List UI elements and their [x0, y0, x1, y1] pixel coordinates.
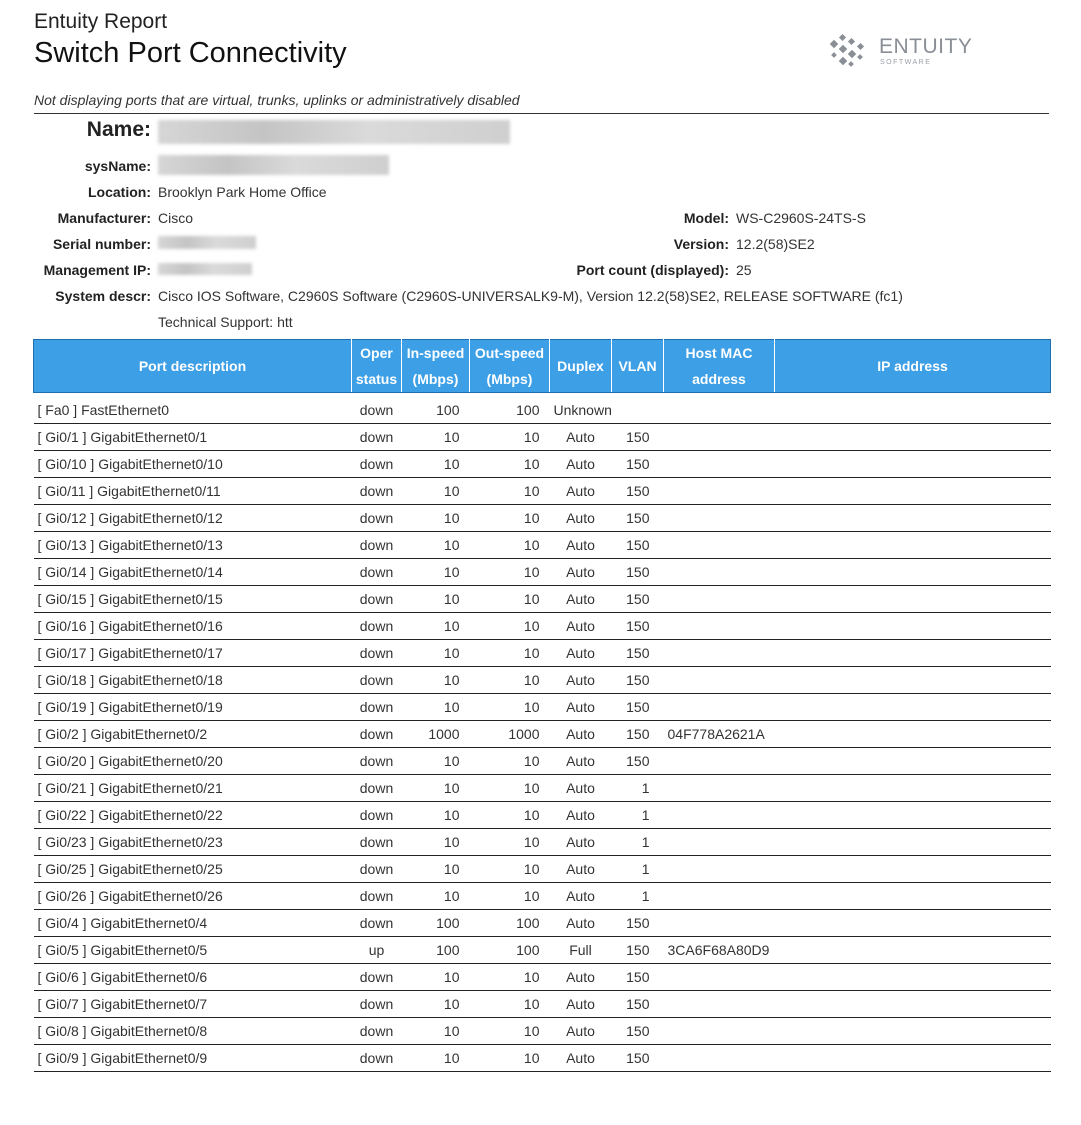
out-speed-cell: 10: [470, 532, 550, 559]
version-label: Version:: [673, 236, 729, 252]
col-header-text: Duplex: [557, 358, 604, 374]
vlan-cell: 1: [612, 802, 664, 829]
logo-subtext: SOFTWARE: [880, 59, 932, 66]
in-speed-cell: 10: [402, 613, 470, 640]
oper-status-cell: down: [352, 586, 402, 613]
manufacturer-label: Manufacturer:: [57, 210, 151, 226]
table-row: [34, 829, 1051, 856]
out-speed-cell: 10: [470, 478, 550, 505]
sysname-label: sysName:: [84, 158, 151, 174]
oper-status-cell: down: [352, 1018, 402, 1045]
oper-status-cell: down: [352, 748, 402, 775]
in-speed-cell: 10: [402, 532, 470, 559]
oper-status-cell: up: [352, 937, 402, 964]
system-descr-label: System descr:: [55, 288, 151, 304]
duplex-cell: Auto: [550, 667, 612, 694]
vlan-cell: 1: [612, 883, 664, 910]
vlan-cell: 150: [612, 1018, 664, 1045]
col-header-in-speed: [402, 340, 470, 393]
oper-status-cell: down: [352, 721, 402, 748]
oper-status-cell: down: [352, 667, 402, 694]
in-speed-cell: 10: [402, 991, 470, 1018]
col-header-text: Oper: [360, 345, 393, 361]
duplex-cell: Auto: [550, 964, 612, 991]
host-mac-cell: [664, 667, 775, 694]
host-mac-cell: [664, 559, 775, 586]
col-header-text: (Mbps): [486, 371, 533, 387]
table-row: [34, 802, 1051, 829]
port-description-cell: [ Gi0/22 ] GigabitEthernet0/22: [34, 802, 352, 829]
vlan-cell: 150: [612, 451, 664, 478]
in-speed-cell: 10: [402, 559, 470, 586]
host-mac-cell: [664, 532, 775, 559]
serial-number-label: Serial number:: [52, 236, 151, 252]
table-row: [34, 559, 1051, 586]
vlan-cell: 150: [612, 505, 664, 532]
col-header-text: status: [355, 371, 398, 387]
oper-status-cell: down: [352, 532, 402, 559]
table-row: [34, 694, 1051, 721]
duplex-cell: Auto: [550, 559, 612, 586]
report-label: Entuity Report: [34, 10, 168, 33]
table-header-row: [34, 340, 1051, 393]
vlan-cell: 1: [612, 829, 664, 856]
port-description-cell: [ Gi0/17 ] GigabitEthernet0/17: [34, 640, 352, 667]
table-row: [34, 964, 1051, 991]
port-description-cell: [ Gi0/5 ] GigabitEthernet0/5: [34, 937, 352, 964]
col-header-ip-address: [775, 340, 1051, 393]
system-descr-line1: Cisco IOS Software, C2960S Software (C2960S-UNIVERSALK9-M), Version 12.2(58)SE2, RELEASE SOFTWARE (fc1): [158, 288, 903, 304]
port-description-cell: [ Gi0/11 ] GigabitEthernet0/11: [34, 478, 352, 505]
in-speed-cell: 10: [402, 478, 470, 505]
port-description-cell: [ Gi0/23 ] GigabitEthernet0/23: [34, 829, 352, 856]
table-row: [34, 613, 1051, 640]
table-row: [34, 883, 1051, 910]
serial-number-redacted: [158, 236, 256, 249]
port-description-cell: [ Gi0/25 ] GigabitEthernet0/25: [34, 856, 352, 883]
port-description-cell: [ Gi0/21 ] GigabitEthernet0/21: [34, 775, 352, 802]
host-mac-cell: [664, 478, 775, 505]
out-speed-cell: 10: [470, 991, 550, 1018]
ip-address-cell: [775, 1018, 1051, 1045]
oper-status-cell: down: [352, 393, 402, 424]
in-speed-cell: 10: [402, 694, 470, 721]
in-speed-cell: 10: [402, 883, 470, 910]
table-row: [34, 393, 1051, 424]
col-header-text: In-speed: [406, 345, 465, 361]
in-speed-cell: 100: [402, 393, 470, 424]
table-row: [34, 748, 1051, 775]
oper-status-cell: down: [352, 424, 402, 451]
version-value: 12.2(58)SE2: [736, 236, 815, 252]
divider: [34, 113, 1049, 114]
port-description-cell: [ Gi0/4 ] GigabitEthernet0/4: [34, 910, 352, 937]
ip-address-cell: [775, 802, 1051, 829]
ip-address-cell: [775, 451, 1051, 478]
out-speed-cell: 10: [470, 505, 550, 532]
table-row: [34, 775, 1051, 802]
host-mac-cell: [664, 393, 775, 424]
in-speed-cell: 10: [402, 829, 470, 856]
in-speed-cell: 10: [402, 640, 470, 667]
out-speed-cell: 10: [470, 559, 550, 586]
table-row: [34, 424, 1051, 451]
col-header-host-mac: [664, 340, 775, 393]
sysname-value-redacted: [158, 155, 389, 175]
ip-address-cell: [775, 1045, 1051, 1072]
vlan-cell: 150: [612, 937, 664, 964]
duplex-cell: Auto: [550, 424, 612, 451]
ip-address-cell: [775, 856, 1051, 883]
host-mac-cell: [664, 451, 775, 478]
vlan-cell: 150: [612, 478, 664, 505]
oper-status-cell: down: [352, 559, 402, 586]
host-mac-cell: [664, 505, 775, 532]
ip-address-cell: [775, 775, 1051, 802]
out-speed-cell: 10: [470, 775, 550, 802]
port-description-cell: [ Gi0/26 ] GigabitEthernet0/26: [34, 883, 352, 910]
duplex-cell: Auto: [550, 910, 612, 937]
vlan-cell: 150: [612, 721, 664, 748]
duplex-cell: Auto: [550, 478, 612, 505]
oper-status-cell: down: [352, 910, 402, 937]
oper-status-cell: down: [352, 991, 402, 1018]
table-row: [34, 721, 1051, 748]
out-speed-cell: 10: [470, 424, 550, 451]
model-value: WS-C2960S-24TS-S: [736, 210, 866, 226]
ip-address-cell: [775, 586, 1051, 613]
management-ip-label: Management IP:: [43, 262, 151, 278]
host-mac-cell: [664, 910, 775, 937]
in-speed-cell: 10: [402, 856, 470, 883]
col-header-text: address: [692, 371, 746, 387]
oper-status-cell: down: [352, 1045, 402, 1072]
oper-status-cell: down: [352, 640, 402, 667]
table-row: [34, 532, 1051, 559]
out-speed-cell: 10: [470, 1018, 550, 1045]
table-row: [34, 1045, 1051, 1072]
out-speed-cell: 10: [470, 694, 550, 721]
col-header-out-speed: [470, 340, 550, 393]
duplex-cell: Auto: [550, 883, 612, 910]
in-speed-cell: 10: [402, 505, 470, 532]
oper-status-cell: down: [352, 964, 402, 991]
host-mac-cell: [664, 613, 775, 640]
in-speed-cell: 10: [402, 1018, 470, 1045]
table-row: [34, 991, 1051, 1018]
duplex-cell: Auto: [550, 694, 612, 721]
oper-status-cell: down: [352, 694, 402, 721]
table-row: [34, 640, 1051, 667]
ip-address-cell: [775, 910, 1051, 937]
location-label: Location:: [88, 184, 151, 200]
host-mac-cell: [664, 640, 775, 667]
port-description-cell: [ Gi0/14 ] GigabitEthernet0/14: [34, 559, 352, 586]
out-speed-cell: 10: [470, 667, 550, 694]
host-mac-cell: [664, 1045, 775, 1072]
in-speed-cell: 100: [402, 910, 470, 937]
name-label: Name:: [86, 118, 151, 141]
port-description-cell: [ Gi0/18 ] GigabitEthernet0/18: [34, 667, 352, 694]
table-row: [34, 451, 1051, 478]
col-header-vlan: [612, 340, 664, 393]
management-ip-redacted: [158, 263, 252, 275]
ip-address-cell: [775, 694, 1051, 721]
col-header-duplex: [550, 340, 612, 393]
port-description-cell: [ Gi0/1 ] GigabitEthernet0/1: [34, 424, 352, 451]
ip-address-cell: [775, 964, 1051, 991]
ip-address-cell: [775, 478, 1051, 505]
out-speed-cell: 10: [470, 856, 550, 883]
model-label: Model:: [683, 210, 729, 226]
table-row: [34, 478, 1051, 505]
vlan-cell: 150: [612, 667, 664, 694]
host-mac-cell: 3CA6F68A80D9: [664, 937, 775, 964]
port-description-cell: [ Gi0/20 ] GigabitEthernet0/20: [34, 748, 352, 775]
host-mac-cell: [664, 1018, 775, 1045]
oper-status-cell: down: [352, 613, 402, 640]
entuity-logo-mark-icon: [829, 33, 873, 73]
logo-text: ENTUITY: [879, 35, 973, 58]
out-speed-cell: 1000: [470, 721, 550, 748]
vlan-cell: 150: [612, 640, 664, 667]
ip-address-cell: [775, 640, 1051, 667]
duplex-cell: Auto: [550, 748, 612, 775]
duplex-cell: Auto: [550, 532, 612, 559]
duplex-cell: Auto: [550, 451, 612, 478]
system-descr-line2: Technical Support: htt: [158, 314, 293, 330]
ip-address-cell: [775, 424, 1051, 451]
col-header-oper-status: [352, 340, 402, 393]
entuity-logo: [829, 33, 979, 73]
port-count-label: Port count (displayed):: [576, 262, 729, 278]
duplex-cell: Auto: [550, 640, 612, 667]
ip-address-cell: [775, 559, 1051, 586]
oper-status-cell: down: [352, 775, 402, 802]
duplex-cell: Auto: [550, 775, 612, 802]
col-header-text: Out-speed: [474, 345, 545, 361]
table-row: [34, 910, 1051, 937]
out-speed-cell: 100: [470, 937, 550, 964]
duplex-cell: Auto: [550, 1018, 612, 1045]
table-row: [34, 937, 1051, 964]
duplex-cell: Auto: [550, 505, 612, 532]
col-header-text: VLAN: [618, 358, 657, 374]
vlan-cell: 1: [612, 856, 664, 883]
duplex-cell: Auto: [550, 586, 612, 613]
duplex-cell: Auto: [550, 991, 612, 1018]
vlan-cell: 150: [612, 694, 664, 721]
in-speed-cell: 10: [402, 667, 470, 694]
host-mac-cell: [664, 775, 775, 802]
duplex-cell: Auto: [550, 829, 612, 856]
col-header-text: IP address: [877, 358, 948, 374]
oper-status-cell: down: [352, 505, 402, 532]
in-speed-cell: 1000: [402, 721, 470, 748]
port-description-cell: [ Gi0/2 ] GigabitEthernet0/2: [34, 721, 352, 748]
in-speed-cell: 100: [402, 937, 470, 964]
ip-address-cell: [775, 829, 1051, 856]
host-mac-cell: [664, 748, 775, 775]
in-speed-cell: 10: [402, 586, 470, 613]
table-row: [34, 586, 1051, 613]
port-count-value: 25: [736, 262, 752, 278]
vlan-cell: 150: [612, 532, 664, 559]
oper-status-cell: down: [352, 451, 402, 478]
port-description-cell: [ Gi0/6 ] GigabitEthernet0/6: [34, 964, 352, 991]
duplex-cell: Full: [550, 937, 612, 964]
port-description-cell: [ Gi0/12 ] GigabitEthernet0/12: [34, 505, 352, 532]
port-description-cell: [ Gi0/19 ] GigabitEthernet0/19: [34, 694, 352, 721]
col-header-port-description: [34, 340, 352, 393]
oper-status-cell: down: [352, 478, 402, 505]
out-speed-cell: 10: [470, 1045, 550, 1072]
host-mac-cell: [664, 802, 775, 829]
name-value-redacted: [158, 120, 510, 144]
port-description-cell: [ Gi0/7 ] GigabitEthernet0/7: [34, 991, 352, 1018]
vlan-cell: [612, 393, 664, 424]
out-speed-cell: 10: [470, 748, 550, 775]
oper-status-cell: down: [352, 802, 402, 829]
port-description-cell: [ Gi0/8 ] GigabitEthernet0/8: [34, 1018, 352, 1045]
host-mac-cell: [664, 424, 775, 451]
port-description-cell: [ Gi0/15 ] GigabitEthernet0/15: [34, 586, 352, 613]
in-speed-cell: 10: [402, 802, 470, 829]
vlan-cell: 150: [612, 586, 664, 613]
port-description-cell: [ Gi0/13 ] GigabitEthernet0/13: [34, 532, 352, 559]
ip-address-cell: [775, 613, 1051, 640]
ip-address-cell: [775, 991, 1051, 1018]
port-description-cell: [ Gi0/10 ] GigabitEthernet0/10: [34, 451, 352, 478]
port-description-cell: [ Fa0 ] FastEthernet0: [34, 393, 352, 424]
ip-address-cell: [775, 505, 1051, 532]
report-subtitle: Not displaying ports that are virtual, trunks, uplinks or administratively disabled: [34, 92, 520, 108]
vlan-cell: 150: [612, 964, 664, 991]
vlan-cell: 1: [612, 775, 664, 802]
out-speed-cell: 100: [470, 910, 550, 937]
duplex-cell: Auto: [550, 1045, 612, 1072]
out-speed-cell: 10: [470, 829, 550, 856]
vlan-cell: 150: [612, 991, 664, 1018]
in-speed-cell: 10: [402, 424, 470, 451]
ip-address-cell: [775, 721, 1051, 748]
oper-status-cell: down: [352, 856, 402, 883]
col-header-text: Port description: [138, 358, 247, 374]
col-header-text: (Mbps): [412, 371, 459, 387]
ip-address-cell: [775, 393, 1051, 424]
duplex-cell: Auto: [550, 721, 612, 748]
duplex-cell: Auto: [550, 802, 612, 829]
in-speed-cell: 10: [402, 451, 470, 478]
location-value: Brooklyn Park Home Office: [158, 184, 327, 200]
host-mac-cell: 04F778A2621A: [664, 721, 775, 748]
port-description-cell: [ Gi0/16 ] GigabitEthernet0/16: [34, 613, 352, 640]
ip-address-cell: [775, 748, 1051, 775]
vlan-cell: 150: [612, 559, 664, 586]
host-mac-cell: [664, 586, 775, 613]
table-row: [34, 505, 1051, 532]
ip-address-cell: [775, 883, 1051, 910]
vlan-cell: 150: [612, 1045, 664, 1072]
out-speed-cell: 10: [470, 640, 550, 667]
out-speed-cell: 10: [470, 613, 550, 640]
host-mac-cell: [664, 829, 775, 856]
vlan-cell: 150: [612, 910, 664, 937]
col-header-text: Host MAC: [685, 345, 753, 361]
ports-table: [33, 339, 1051, 1072]
out-speed-cell: 10: [470, 883, 550, 910]
ip-address-cell: [775, 937, 1051, 964]
table-row: [34, 856, 1051, 883]
vlan-cell: 150: [612, 424, 664, 451]
table-row: [34, 667, 1051, 694]
out-speed-cell: 10: [470, 586, 550, 613]
in-speed-cell: 10: [402, 964, 470, 991]
out-speed-cell: 10: [470, 451, 550, 478]
ip-address-cell: [775, 532, 1051, 559]
in-speed-cell: 10: [402, 1045, 470, 1072]
host-mac-cell: [664, 964, 775, 991]
host-mac-cell: [664, 856, 775, 883]
out-speed-cell: 10: [470, 802, 550, 829]
manufacturer-value: Cisco: [158, 210, 194, 226]
oper-status-cell: down: [352, 829, 402, 856]
host-mac-cell: [664, 991, 775, 1018]
vlan-cell: 150: [612, 613, 664, 640]
port-description-cell: [ Gi0/9 ] GigabitEthernet0/9: [34, 1045, 352, 1072]
host-mac-cell: [664, 694, 775, 721]
page-title: Switch Port Connectivity: [34, 37, 347, 69]
vlan-cell: 150: [612, 748, 664, 775]
in-speed-cell: 10: [402, 775, 470, 802]
ip-address-cell: [775, 667, 1051, 694]
table-row: [34, 1018, 1051, 1045]
out-speed-cell: 100: [470, 393, 550, 424]
in-speed-cell: 10: [402, 748, 470, 775]
oper-status-cell: down: [352, 883, 402, 910]
host-mac-cell: [664, 883, 775, 910]
duplex-cell: Auto: [550, 856, 612, 883]
out-speed-cell: 10: [470, 964, 550, 991]
duplex-cell: Unknown: [550, 393, 612, 424]
duplex-cell: Auto: [550, 613, 612, 640]
